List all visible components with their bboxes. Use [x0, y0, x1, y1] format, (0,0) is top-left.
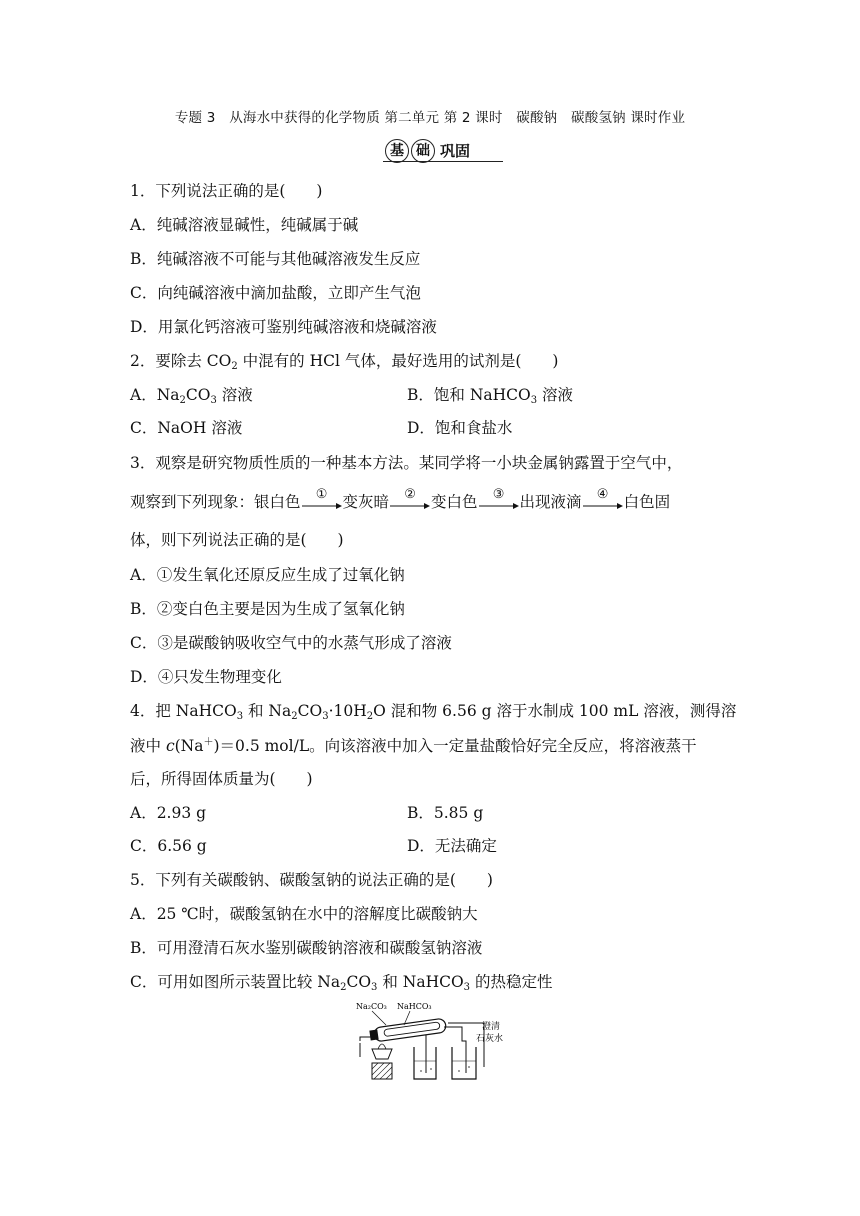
q1-option-a: A．纯碱溶液显碱性，纯碱属于碱	[130, 216, 359, 234]
q5-stem: 5．下列有关碳酸钠、碳酸氢钠的说法正确的是( )	[130, 871, 493, 889]
q3-stem-line-1: 3．观察是研究物质性质的一种基本方法。某同学将一小块金属钠露置于空气中，	[130, 454, 683, 472]
q2-row-2	[130, 416, 730, 438]
page-header: 专题 3 从海水中获得的化学物质 第二单元 第 2 课时 碳酸钠 碳酸氢钠 课时作业	[174, 110, 686, 126]
arrow-step-4: ④	[583, 494, 623, 512]
q5-option-a: A．25 ℃时，碳酸氢钠在水中的溶解度比碳酸钠大	[130, 905, 478, 923]
label-nahco3: NaHCO₃	[397, 1002, 432, 1011]
q5-option-b: B．可用澄清石灰水鉴别碳酸钠溶液和碳酸氢钠溶液	[130, 939, 483, 957]
badge-underline	[383, 161, 503, 162]
q2-option-d: D．饱和食盐水	[407, 419, 513, 437]
arrow-step-1: ①	[302, 494, 342, 512]
q4-stem-line-2: 液中 c(Na＋)＝0.5 mol/L。向该溶液中加入一定量盐酸恰好完全反应，将溶液蒸干	[130, 737, 697, 756]
q4-option-d: D．无法确定	[407, 837, 497, 855]
badge-char-1: 基	[385, 139, 409, 163]
q5-option-c: C．可用如图所示装置比较 $Na_2CO_3$ 和 NaHCO$_3$ 的热稳定性	[130, 973, 553, 993]
q4-row-2	[130, 834, 730, 856]
q1-option-b: B．纯碱溶液不可能与其他碱溶液发生反应	[130, 250, 421, 268]
label-na2co3: Na₂CO₃	[356, 1002, 387, 1011]
q1-stem: 1．下列说法正确的是( )	[130, 182, 323, 200]
q4-row-1	[130, 801, 730, 823]
q3-option-a: A．①发生氧化还原反应生成了过氧化钠	[130, 566, 405, 584]
q2-option-c: C．NaOH 溶液	[130, 419, 243, 437]
q2-option-a: A．$Na_2CO_3$ 溶液	[130, 386, 253, 406]
section-badge	[383, 138, 503, 164]
label-lime-2: 石灰水	[476, 1034, 504, 1044]
q1-option-c: C．向纯碱溶液中滴加盐酸，立即产生气泡	[130, 284, 421, 302]
badge-text: 巩固	[440, 142, 471, 160]
badge-char-2: 础	[411, 139, 435, 163]
q2-stem: 2．要除去 $CO_2$ 中混有的 HCl 气体，最好选用的试剂是( )	[130, 352, 559, 372]
q3-option-c: C．③是碳酸钠吸收空气中的水蒸气形成了溶液	[130, 634, 452, 652]
apparatus-figure	[352, 997, 512, 1083]
q3-option-b: B．②变白色主要是因为生成了氢氧化钠	[130, 600, 405, 618]
q4-option-b: B．5.85 g	[407, 804, 484, 822]
q1-option-d: D．用氯化钙溶液可鉴别纯碱溶液和烧碱溶液	[130, 318, 437, 336]
arrow-step-2: ②	[390, 494, 430, 512]
q4-stem-line-1: 4．把 NaHCO$_3$ 和 $Na_2CO_3\cdot 10H_2O$ 混和物 6.56 g 溶于水制成 100 mL 溶液，测得溶	[130, 702, 737, 722]
q3-option-d: D．④只发生物理变化	[130, 668, 282, 686]
q2-row-1	[130, 383, 730, 406]
label-lime-1: 澄清	[482, 1022, 501, 1032]
q4-option-c: C．6.56 g	[130, 837, 207, 855]
q3-stem-line-3: 体，则下列说法正确的是( )	[130, 531, 344, 549]
q2-option-b: B．饱和 NaHCO$_3$ 溶液	[407, 386, 574, 406]
q3-stem-line-2: 观察到下列现象：银白色 ① 变灰暗 ② 变白色 ③ 出现液滴 ④ 白色固	[130, 487, 671, 511]
q4-stem-line-3: 后，所得固体质量为( )	[130, 770, 313, 788]
q4-option-a: A．2.93 g	[130, 804, 207, 822]
arrow-step-3: ③	[479, 494, 519, 512]
